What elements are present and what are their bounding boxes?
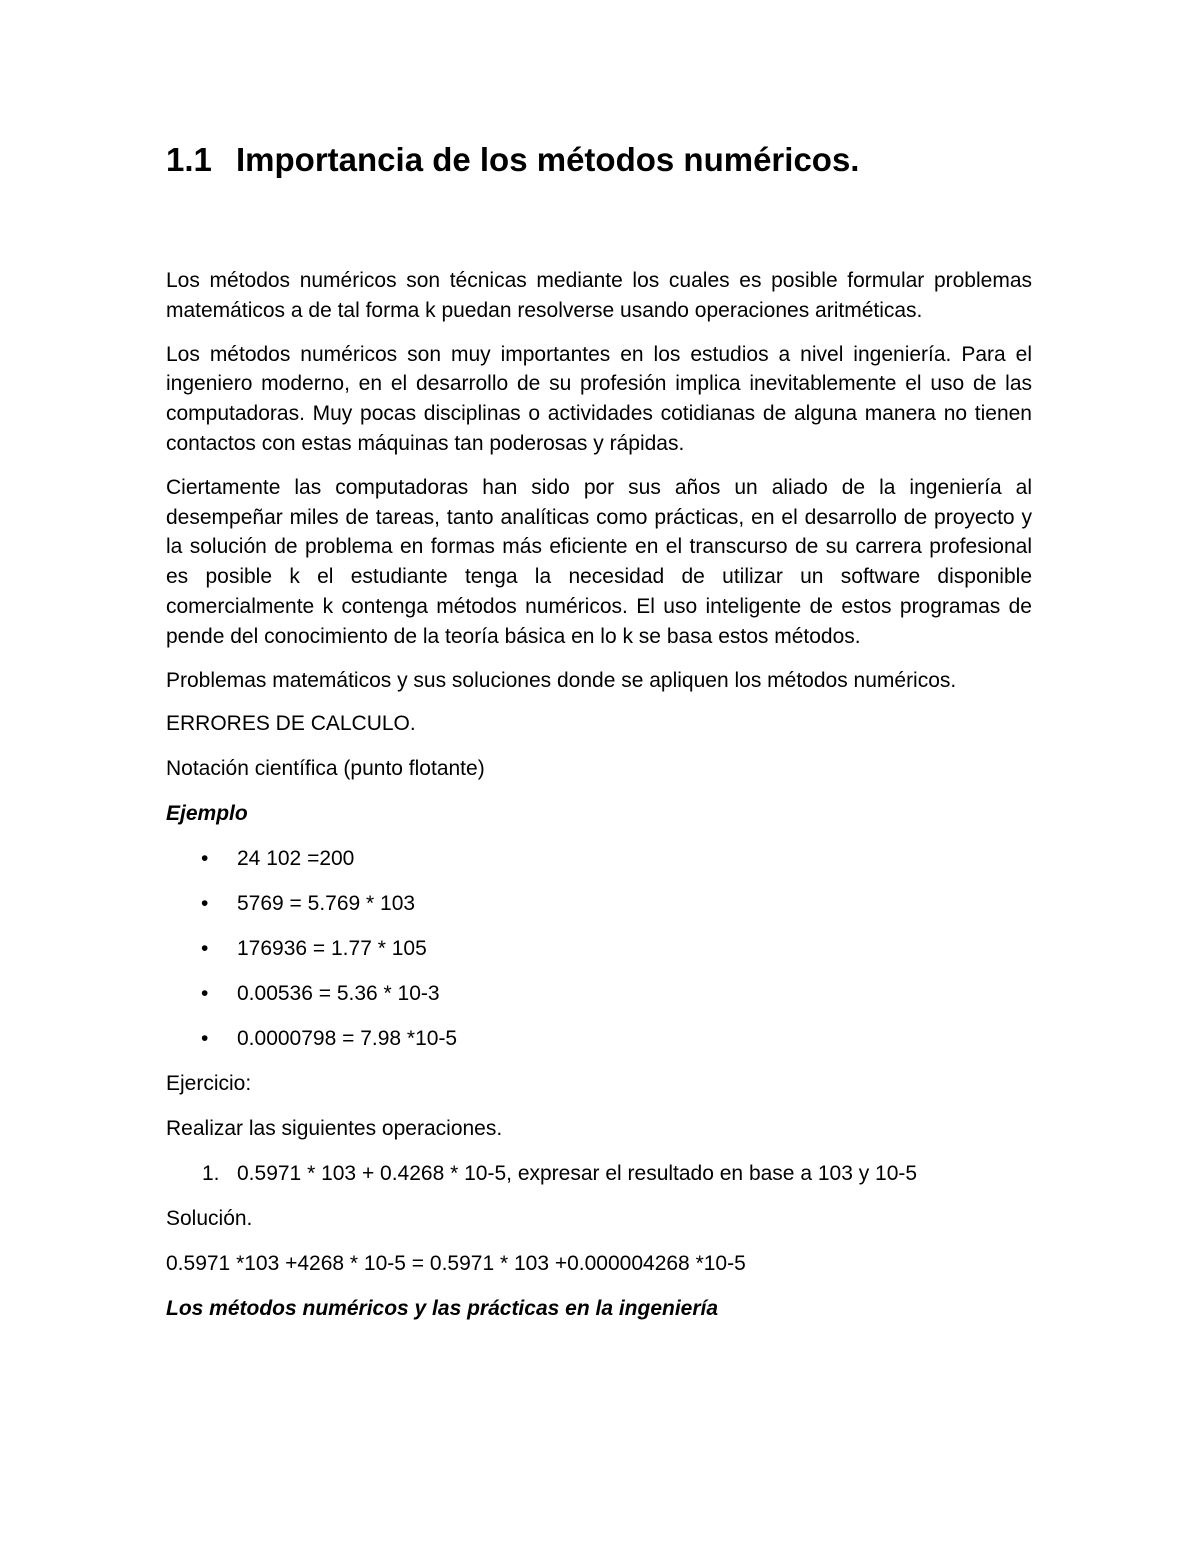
bullet-icon: • <box>201 847 209 871</box>
solution-heading: Solución. <box>166 1207 253 1231</box>
notation-heading: Notación científica (punto flotante) <box>166 757 485 781</box>
list-item <box>166 979 1032 1009</box>
exercise-heading: Ejercicio: <box>166 1072 252 1096</box>
document-content <box>166 138 1032 1339</box>
subsection-title: Los métodos numéricos y las prácticas en la ingeniería <box>166 1297 719 1321</box>
list-item <box>166 1024 1032 1054</box>
exercise-list <box>166 1159 1032 1189</box>
list-number: 1. <box>202 1162 220 1186</box>
example-heading: Ejemplo <box>166 802 248 826</box>
paragraph-problems: Problemas matemáticos y sus soluciones donde se apliquen los métodos numéricos. <box>166 668 957 692</box>
example-text: 0.0000798 = 7.98 *10-5 <box>237 1027 458 1051</box>
paragraph-importance: Los métodos numéricos son muy importantes en los estudios a nivel ingeniería. Para el ingeniero moderno, en el desarrollo de su profesión implica inevitablemente el uso de las computadoras. Muy pocas disciplinas o actividades cotidianas de alguna manera no tienen contactos con estas máquinas tan poderosas y rápidas. <box>166 342 1032 455</box>
exercise-instruction: Realizar las siguientes operaciones. <box>166 1117 503 1141</box>
examples-list <box>166 844 1032 1054</box>
paragraph-computers: Ciertamente las computadoras han sido por sus años un aliado de la ingeniería al desempeñar miles de tareas, tanto analíticas como prácticas, en el desarrollo de proyecto y la solución de problema en formas más eficiente en el transcurso de su carrera profesional es posible k el estudiante tenga la necesidad de utilizar un software disponible comercialmente k contenga métodos numéricos. El uso inteligente de estos programas de pende del conocimiento de la teoría básica en lo k se basa estos métodos. <box>166 475 1032 648</box>
bullet-icon: • <box>201 892 209 916</box>
example-text: 24 102 =200 <box>237 847 355 871</box>
bullet-icon: • <box>201 1027 209 1051</box>
list-item <box>166 934 1032 964</box>
example-text: 176936 = 1.77 * 105 <box>237 937 427 961</box>
section-heading <box>166 138 1032 182</box>
errors-heading: ERRORES DE CALCULO. <box>166 712 416 736</box>
bullet-icon: • <box>201 937 209 961</box>
example-text: 0.00536 = 5.36 * 10-3 <box>237 982 440 1006</box>
solution-line: 0.5971 *103 +4268 * 10-5 = 0.5971 * 103 +0.000004268 *10-5 <box>166 1252 746 1276</box>
section-title: Importancia de los métodos numéricos. <box>236 141 860 178</box>
list-item <box>166 889 1032 919</box>
exercise-text: 0.5971 * 103 + 0.4268 * 10-5, expresar el resultado en base a 103 y 10-5 <box>237 1162 918 1186</box>
list-item <box>166 1159 1032 1189</box>
section-number: 1.1 <box>166 141 212 178</box>
bullet-icon: • <box>201 982 209 1006</box>
paragraph-definition: Los métodos numéricos son técnicas mediante los cuales es posible formular problemas matemáticos a de tal forma k puedan resolverse usando operaciones aritméticas. <box>166 269 1032 322</box>
example-text: 5769 = 5.769 * 103 <box>237 892 416 916</box>
list-item <box>166 844 1032 874</box>
